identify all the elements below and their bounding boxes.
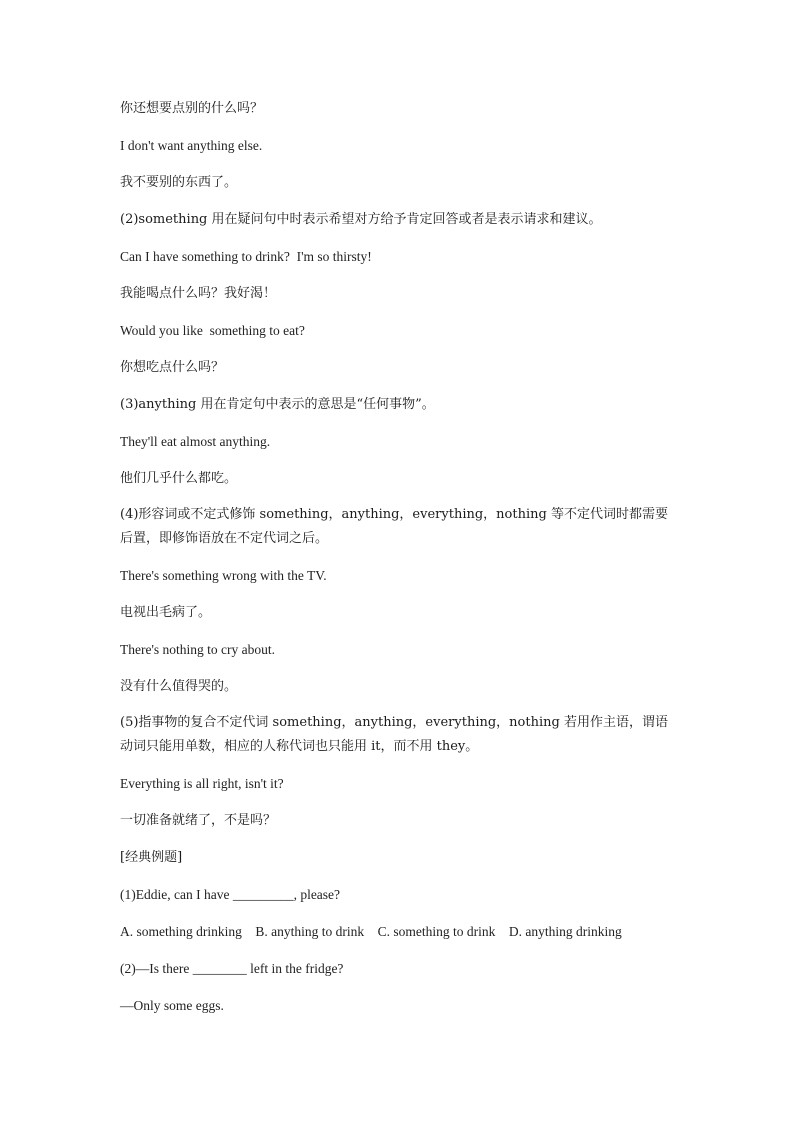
text-line: 你还想要点别的什么吗？ <box>120 101 264 116</box>
rule-paragraph: (2)something 用在疑问句中时表示希望对方给予肯定回答或者是表示请求和建议。 <box>120 212 602 227</box>
text-line: I don't want anything else. <box>120 138 263 153</box>
text-line: 一切准备就绪了，不是吗？ <box>120 813 277 828</box>
text-line: There's nothing to cry about. <box>120 642 276 657</box>
text-line: Can I have something to drink? I'm so thirsty! <box>120 249 372 264</box>
text-line: 我能喝点什么吗？我好渴！ <box>120 286 277 301</box>
exercise-answer: —Only some eggs. <box>120 998 224 1013</box>
rule-paragraph: (5)指事物的复合不定代词 something，anything，everything，nothing 若用作主语，谓语动词只能用单数，相应的人称代词也只能用 it，而不用 they。 <box>120 715 668 754</box>
text-line: 他们几乎什么都吃。 <box>120 471 238 486</box>
text-line: 我不要别的东西了。 <box>120 175 238 190</box>
text-line: 你想吃点什么吗？ <box>120 360 225 375</box>
exercise-question: (2)—Is there ________ left in the fridge? <box>120 961 344 976</box>
text-line: 没有什么值得哭的。 <box>120 679 238 694</box>
text-line: They'll eat almost anything. <box>120 434 271 449</box>
section-heading: [经典例题] <box>120 850 183 865</box>
rule-paragraph: (4)形容词或不定式修饰 something，anything，everything，nothing 等不定代词时都需要后置，即修饰语放在不定代词之后。 <box>120 507 668 546</box>
text-line: Everything is all right, isn't it? <box>120 776 284 791</box>
exercise-options: A. something drinking B. anything to drink C. something to drink D. anything drinking <box>120 924 622 939</box>
text-line: Would you like something to eat? <box>120 323 305 338</box>
text-line: There's something wrong with the TV. <box>120 568 327 583</box>
exercise-question: (1)Eddie, can I have _________, please? <box>120 887 341 902</box>
text-line: 电视出毛病了。 <box>120 605 212 620</box>
rule-paragraph: (3)anything 用在肯定句中表示的意思是“任何事物”。 <box>120 397 435 412</box>
document-body <box>120 96 680 1030</box>
